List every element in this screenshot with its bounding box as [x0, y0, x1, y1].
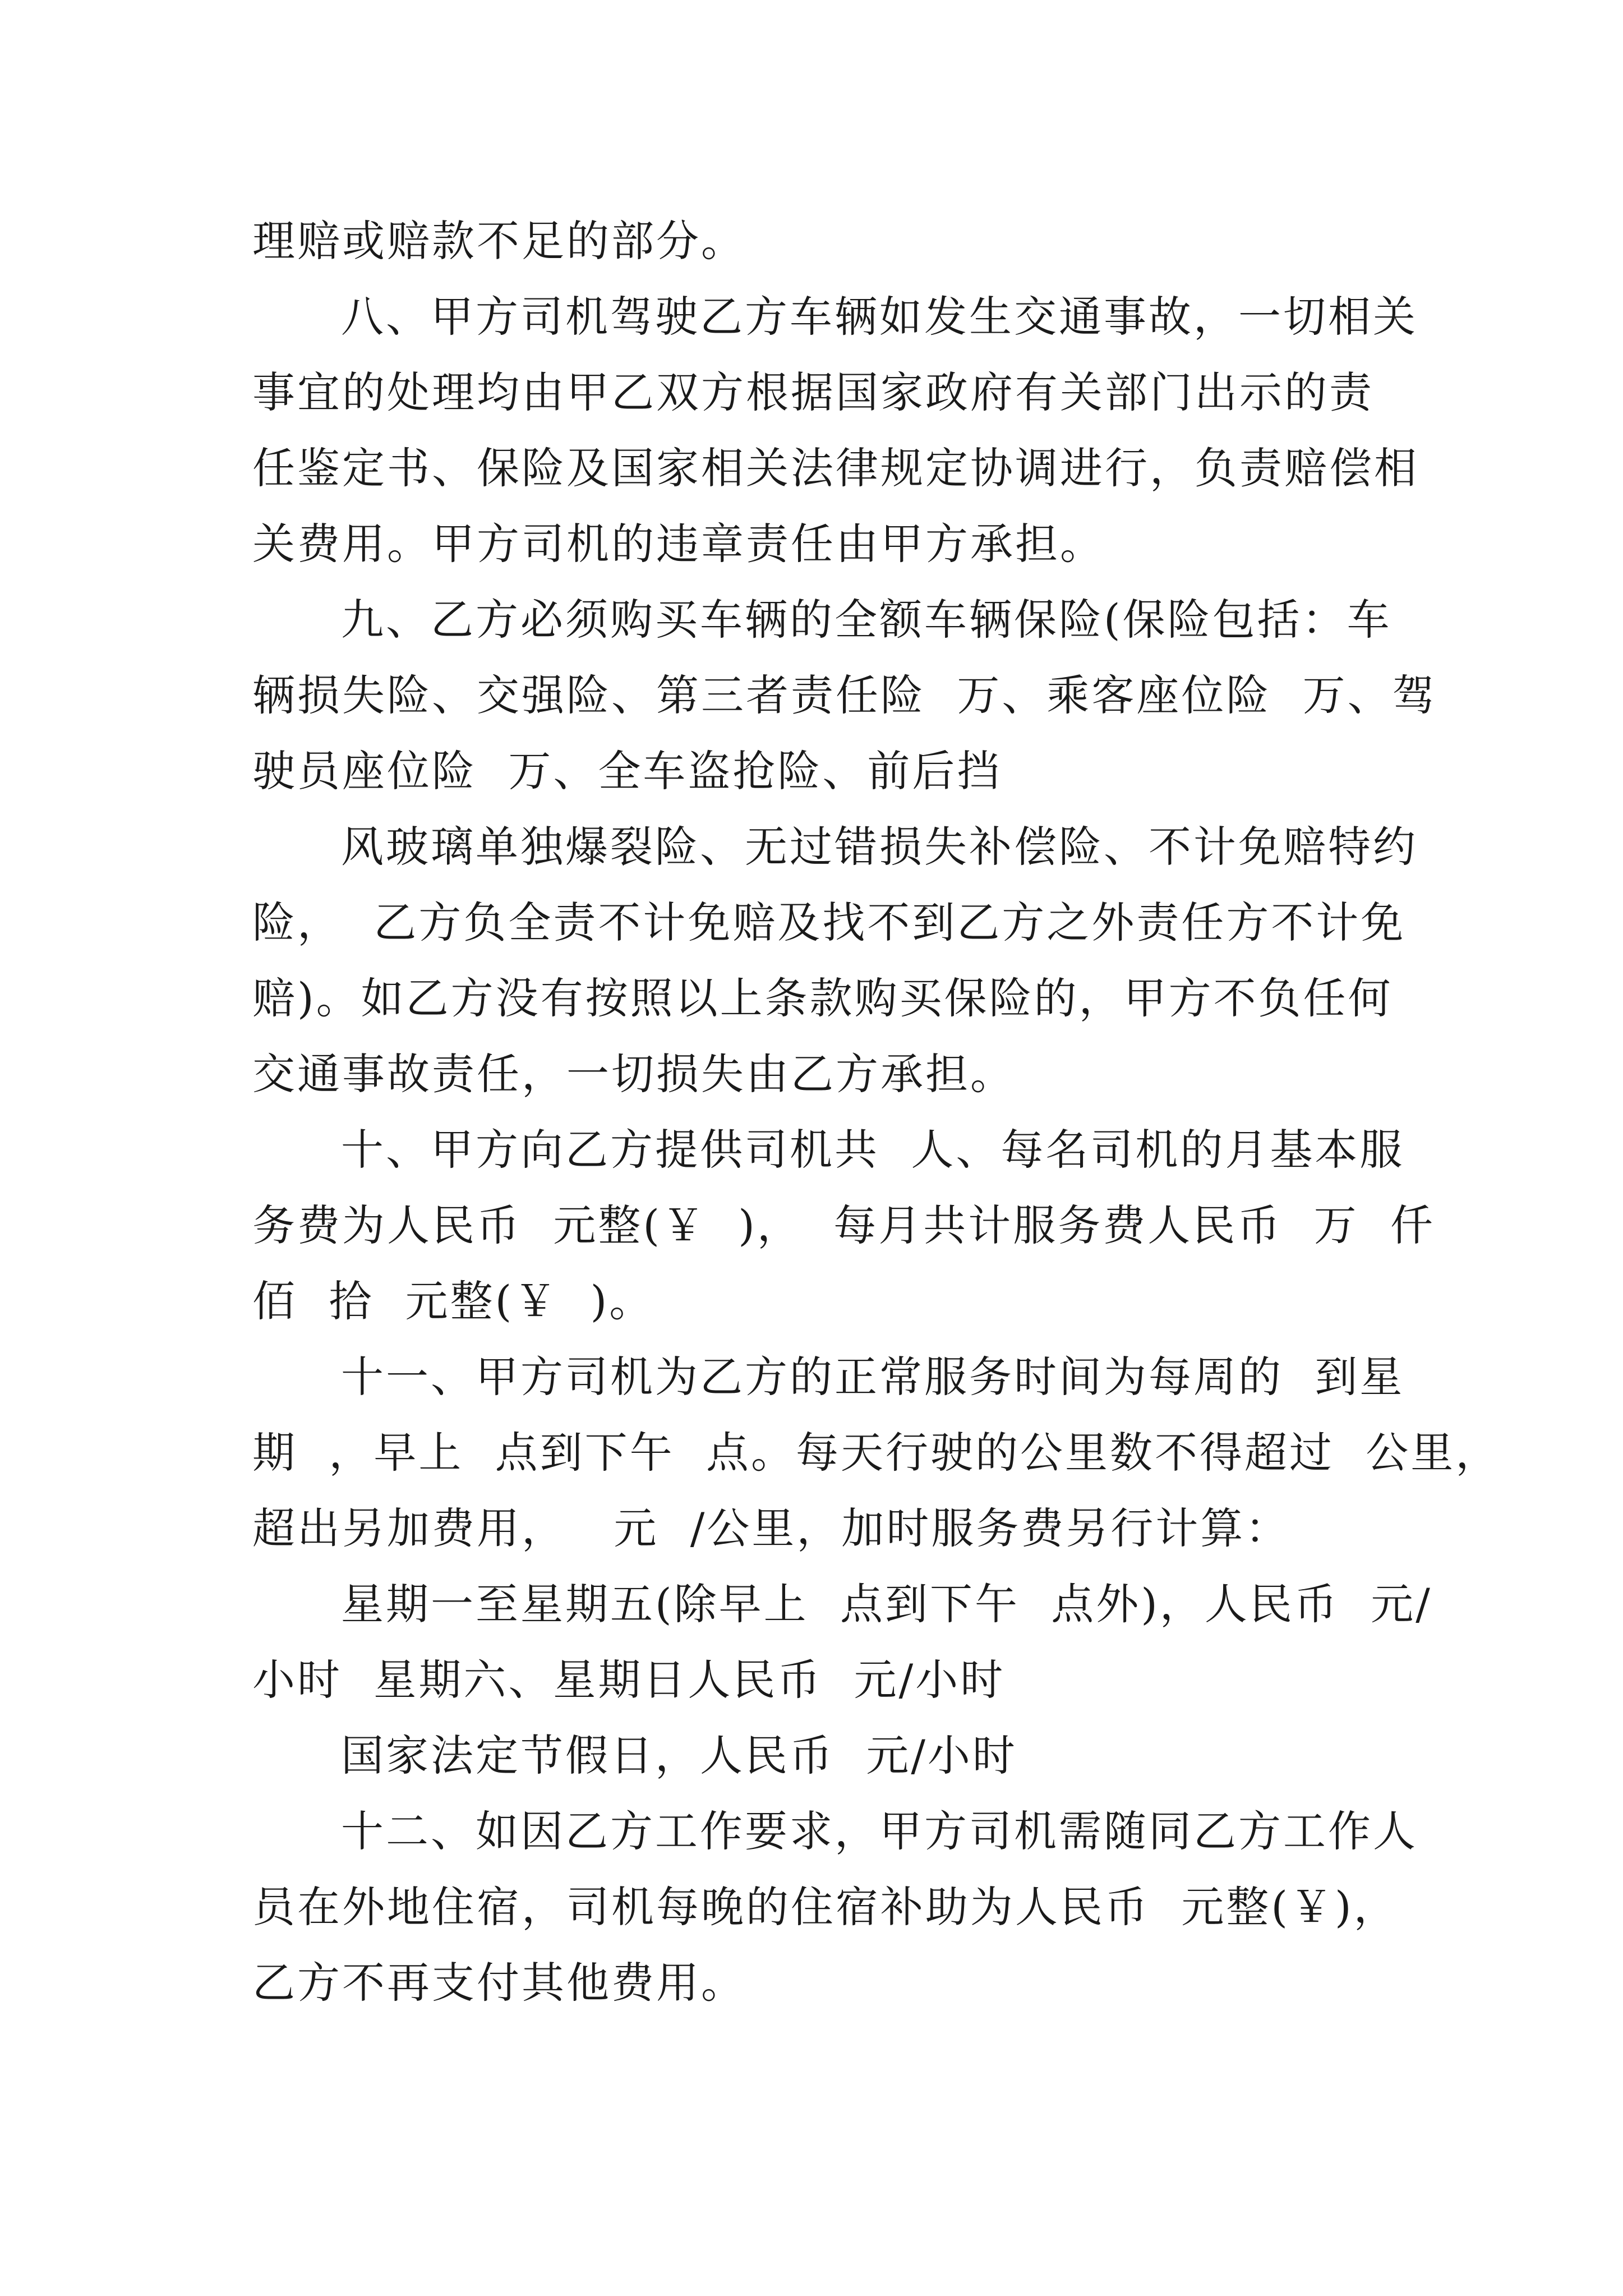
document-line: 星期一至星期五(除早上 点到下午 点外)，人民币 元/ — [341, 1579, 1432, 1629]
document-line: 理赔或赔款不足的部分。 — [252, 216, 746, 266]
document-line: 险， 乙方负全责不计免赔及找不到乙方之外责任方不计免 — [252, 898, 1406, 947]
document-line: 事宜的处理均由甲乙双方根据国家政府有关部门出示的责 — [252, 367, 1374, 417]
document-line: 九、乙方必须购买车辆的全额车辆保险(保险包括：车 — [341, 595, 1392, 645]
document-body — [252, 203, 1501, 2021]
document-line: 员在外地住宿，司机每晚的住宿补助为人民币 元整(￥)， — [252, 1882, 1399, 1932]
document-line: 十二、如因乙方工作要求，甲方司机需随同乙方工作人 — [341, 1806, 1418, 1856]
document-line: 八、甲方司机驾驶乙方车辆如发生交通事故，一切相关 — [341, 292, 1418, 342]
document-line: 任鉴定书、保险及国家相关法律规定协调进行，负责赔偿相 — [252, 443, 1419, 493]
document-line: 关费用。甲方司机的违章责任由甲方承担。 — [252, 519, 1105, 569]
document-line: 驶员座位险 万、全车盗抢险、前后挡 — [252, 746, 1002, 796]
document-line: 乙方不再支付其他费用。 — [252, 1958, 746, 2008]
document-line: 十、甲方向乙方提供司机共 人、每名司机的月基本服 — [341, 1125, 1405, 1175]
document-line: 超出另加费用， 元 /公里，加时服务费另行计算： — [252, 1503, 1290, 1553]
document-line: 小时 星期六、星期日人民币 元/小时 — [252, 1655, 1006, 1705]
document-line: 赔)。如乙方没有按照以上条款购买保险的，甲方不负任何 — [252, 973, 1393, 1023]
document-line: 国家法定节假日，人民币 元/小时 — [341, 1731, 1017, 1780]
document-line: 佰 拾 元整(￥ )。 — [252, 1276, 654, 1326]
document-line: 交通事故责任，一切损失由乙方承担。 — [252, 1049, 1015, 1099]
document-line: 十一、甲方司机为乙方的正常服务时间为每周的 到星 — [341, 1352, 1405, 1402]
document-line: 辆损失险、交强险、第三者责任险 万、乘客座位险 万、驾 — [252, 670, 1437, 720]
document-line: 务费为人民币 元整(￥ )， 每月共计服务费人民币 万 仟 — [252, 1200, 1435, 1250]
document-line: 风玻璃单独爆裂险、无过错损失补偿险、不计免赔特约 — [341, 822, 1418, 872]
document-line: 期 ，早上 点到下午 点。每天行驶的公里数不得超过 公里， — [252, 1428, 1501, 1478]
